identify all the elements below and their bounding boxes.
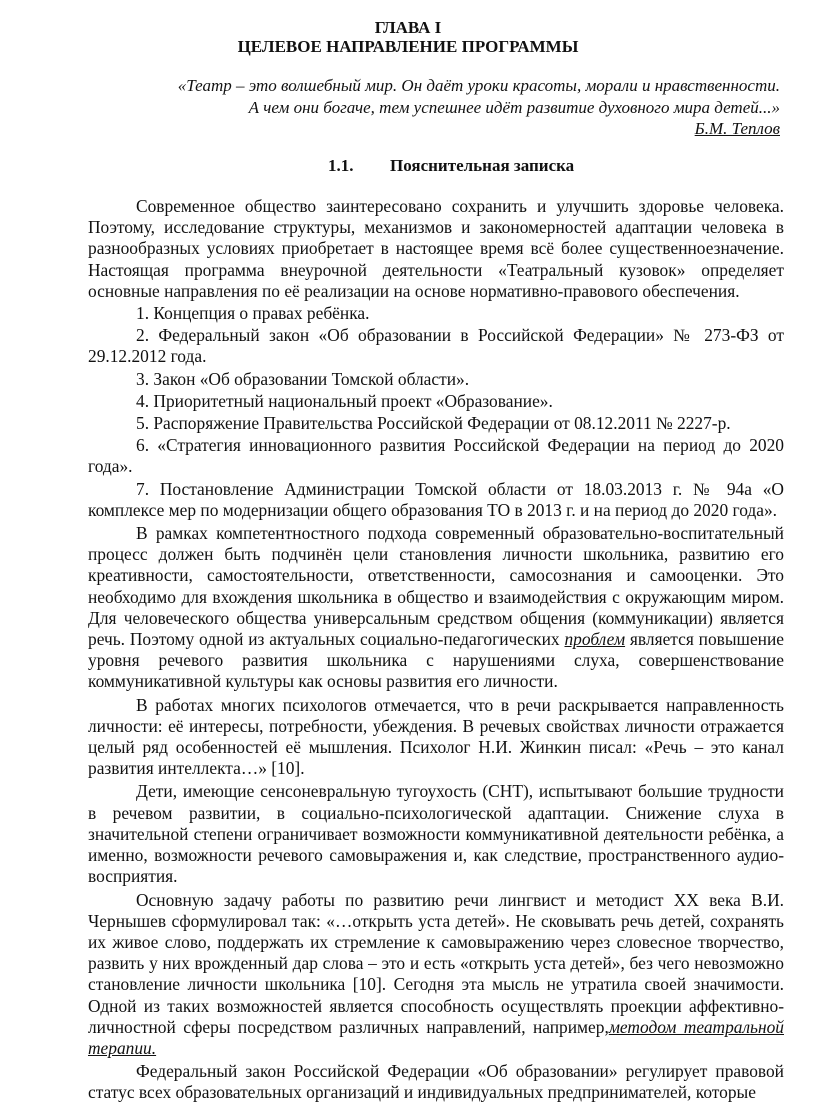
chapter-label: ГЛАВА I: [374, 18, 442, 37]
intro-paragraph: Современное общество заинтересовано сохранить и улучшить здоровье человека. Поэтому, исследование структуры, механизмов и закономерностей адаптации человека в разнообразных условиях приобретает в настоящее время всё более существенноезначение. Настоящая программа внеурочной деятельности «Театральный кузовок» определяет основные направления по её реализации на основе нормативно-правового обеспечения.: [88, 196, 784, 301]
children-paragraph: Дети, имеющие сенсоневральную тугоухость (СНТ), испытывают большие трудности в речевом развитии, в социально-психологической адаптации. Снижение слуха в значительной степени ограничивает возможности коммуникативной деятельности ребёнка, а именно, возможности речевого самовыражения и, как следствие, пространственного аудио-восприятия.: [88, 781, 784, 887]
section-number: 1.1.: [328, 156, 354, 175]
section-heading: [328, 155, 574, 176]
document-body: [88, 196, 784, 1104]
chapter-title: ЦЕЛЕВОЕ НАПРАВЛЕНИЕ ПРОГРАММЫ: [237, 37, 579, 56]
document-item-4: 4. Приоритетный национальный проект «Образование».: [136, 390, 553, 411]
law-paragraph: Федеральный закон Российской Федерации «Об образовании» регулирует правовой статус всех образовательных организаций и индивидуальных предпринимателей, которые: [88, 1061, 784, 1103]
competence-paragraph: В рамках компетентностного подхода современный образовательно-воспитательный процесс должен быть подчинён цели становления личности школьника, развитию его креативности, самостоятельности, ответственности, самосознания и самооценки. Это необходимо для вхождения школьника в общество и взаимодействия с окружающим миром. Для человеческого общества универсальным средством общения (коммуникации) является речь. Поэтому одной из актуальных социально-педагогических проблем является повышение уровня речевого развития школьника с нарушениями слуха, совершенствование коммуникативной культуры как основы развития его личности.: [88, 523, 784, 692]
document-item-5: 5. Распоряжение Правительства Российской Федерации от 08.12.2011 № 2227-р.: [136, 413, 731, 434]
task-paragraph: Основную задачу работы по развитию речи лингвист и методист XX века В.И. Чернышев сформулировал так: «…открыть уста детей». Не сковывать речь детей, сохранять их живое слово, поддержать их стремление к самовыражению через словесное творчество, развить у них врожденный дар слова – это и есть «открыть уста детей», без чего невозможно становление личности школьника [10]. Сегодня эта мысль не утратила своей значимости. Одной из таких возможностей является способность осуществлять проекции аффективно-личностной сферы посредством различных направлений, например,методом театральной терапии.: [88, 889, 784, 1058]
psychology-paragraph: В работах многих психологов отмечается, что в речи раскрывается направленность личности: её интересы, потребности, убеждения. В речевых свойствах личности отражается целый ряд особенностей её мышления. Психолог Н.И. Жинкин писал: «Речь – это канал развития интеллекта…» [10].: [88, 694, 784, 779]
document-item-1: 1. Концепция о правах ребёнка.: [136, 303, 370, 324]
emphasis-theatre-therapy: методом театральной терапии.: [88, 1016, 784, 1058]
document-item-2: 2. Федеральный закон «Об образовании в Российской Федерации» № 273-ФЗ от 29.12.2012 года.: [88, 325, 784, 367]
document-item-6: 6. «Стратегия инновационного развития Российской Федерации на период до 2020 года».: [88, 435, 784, 477]
emphasis-problems: проблем: [564, 629, 626, 650]
epigraph-line-1: «Театр – это волшебный мир. Он даёт уроки красоты, морали и нравственности.: [177, 76, 780, 95]
epigraph-author: Б.М. Теплов: [694, 119, 780, 138]
document-item-3: 3. Закон «Об образовании Томской области».: [136, 368, 470, 389]
document-item-7: 7. Постановление Администрации Томской области от 18.03.2013 г. № 94а «О комплексе мер по модернизации общего образования ТО в 2013 г. и на период до 2020 года».: [88, 478, 784, 520]
epigraph-line-2: А чем они богаче, тем успешнее идёт развитие духовного мира детей...»: [248, 98, 780, 117]
section-title: Пояснительная записка: [390, 156, 575, 175]
